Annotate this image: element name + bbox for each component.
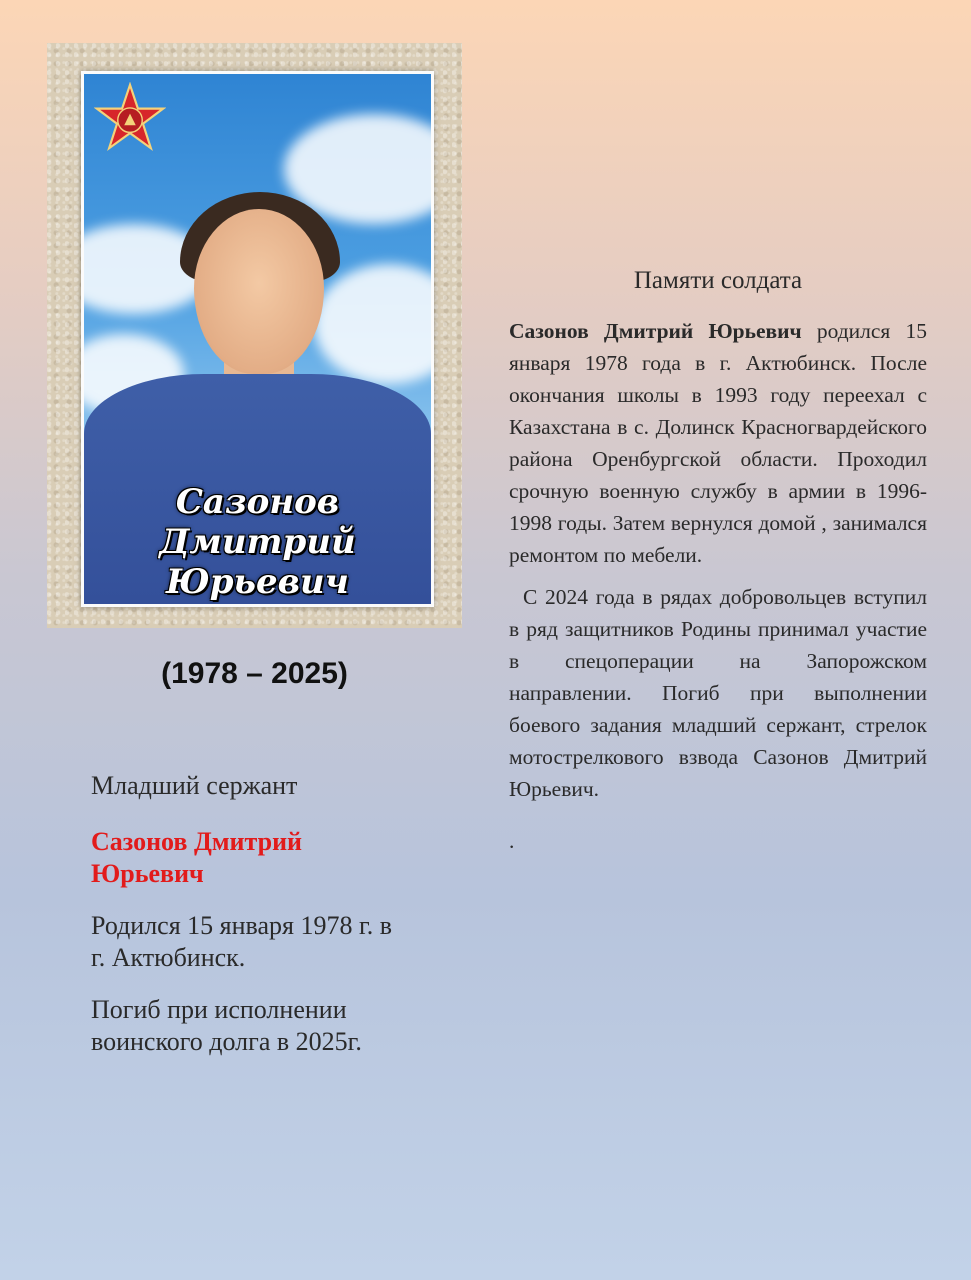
death-text: Погиб при исполнении воинского долга в 2025г. (91, 995, 362, 1056)
rank-text: Младший сержант (91, 771, 298, 800)
portrait-caption-firstname: Дмитрий (159, 522, 356, 562)
trailing-dot: . (509, 829, 515, 853)
portrait-photo (81, 71, 434, 607)
portrait-caption (84, 482, 431, 602)
biography-paragraph-2: С 2024 года в рядах добровольцев вступил в ряд защитников Родины принимал участие в спецоперации на Запорожском направлении. Погиб при выполнении боевого задания младший сержант, стрелок мотострелкового взвода Сазонов Дмитрий Юрьевич. (509, 585, 927, 801)
birth-text: Родился 15 января 1978 г. в г. Актюбинск. (91, 911, 392, 972)
portrait-caption-surname: Сазонов (175, 482, 340, 522)
biography-paragraph-1 (509, 315, 927, 571)
portrait-frame (47, 43, 462, 628)
summary-column (91, 770, 401, 1078)
memorial-column (509, 265, 927, 857)
red-star-medal-icon (94, 82, 166, 154)
life-years: (1978 – 2025) (161, 657, 348, 690)
biography-name: Сазонов Дмитрий Юрьевич (509, 319, 802, 343)
biography-text-1: родился 15 января 1978 года в г. Актюбинск. После окончания школы в 1993 году переехал с Казахстана в с. Долинск Красногвардейского района Оренбургской области. Проходил срочную военную службу в армии в 1996-1998 годы. Затем вернулся домой , занимался ремонтом по мебели. (509, 319, 927, 567)
portrait-caption-patronymic: Юрьевич (166, 562, 349, 602)
memorial-title: Памяти солдата (633, 267, 803, 294)
soldier-name: Сазонов Дмитрий Юрьевич (91, 827, 303, 888)
